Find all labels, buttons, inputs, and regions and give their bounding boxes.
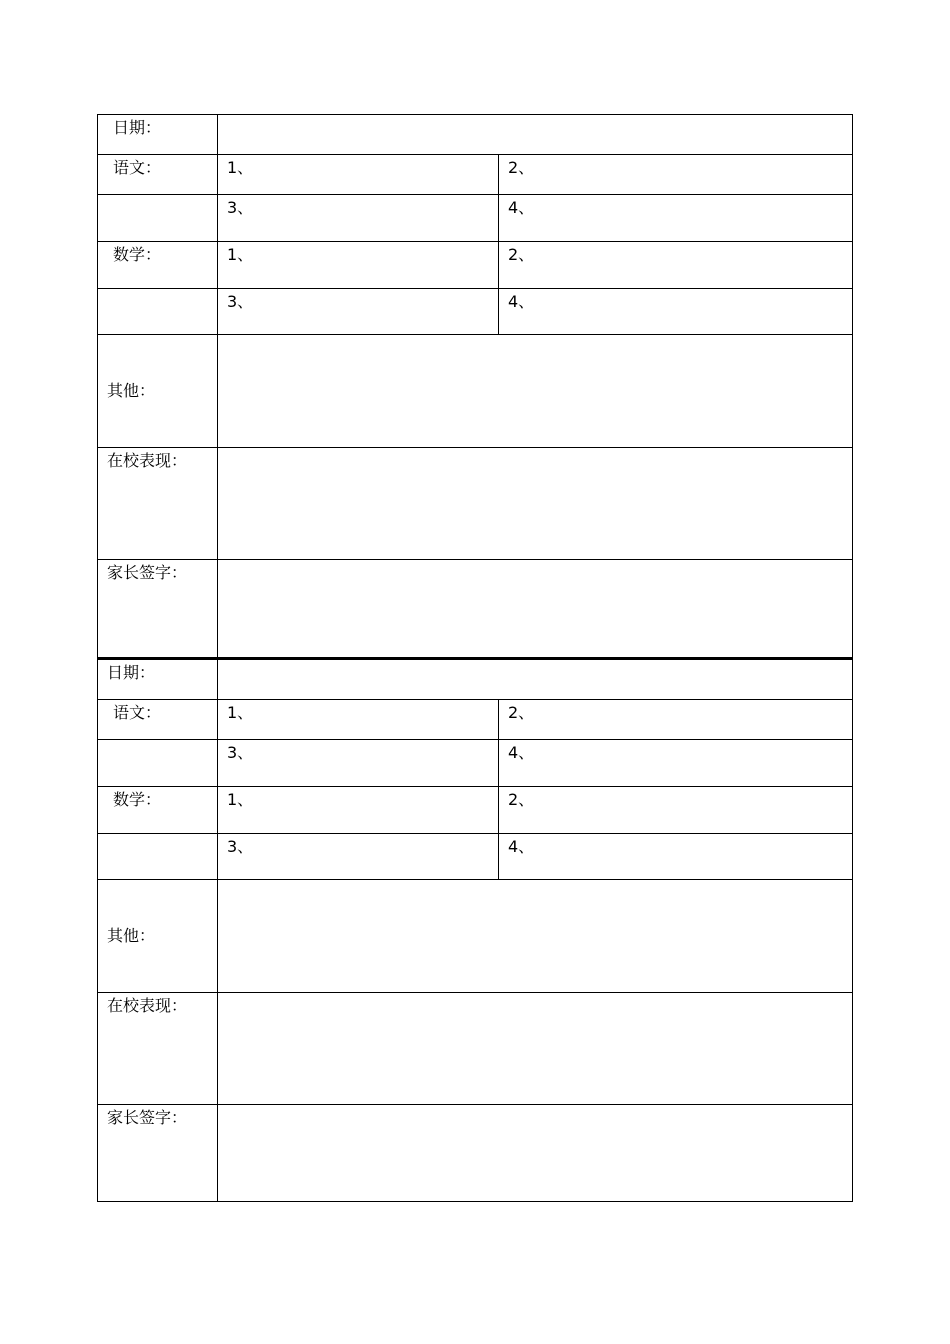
chinese-item-2[interactable]: 2、 <box>499 699 853 739</box>
school-performance-field[interactable] <box>218 448 853 560</box>
math-item-2[interactable]: 2、 <box>499 242 853 289</box>
chinese-item-1[interactable]: 1、 <box>218 699 499 739</box>
math-row-2 <box>98 833 853 879</box>
other-field[interactable] <box>218 879 853 992</box>
date-row <box>98 115 853 155</box>
school-performance-row <box>98 992 853 1104</box>
homework-record-table-1 <box>97 114 853 658</box>
math-item-2[interactable]: 2、 <box>499 786 853 833</box>
chinese-item-3[interactable]: 3、 <box>218 195 499 242</box>
math-item-1[interactable]: 1、 <box>218 786 499 833</box>
homework-record-table-2 <box>97 658 853 1202</box>
math-label: 数学： <box>98 786 218 833</box>
math-item-1[interactable]: 1、 <box>218 242 499 289</box>
school-performance-field[interactable] <box>218 992 853 1104</box>
math-row-2 <box>98 289 853 335</box>
other-row <box>98 879 853 992</box>
parent-signature-field[interactable] <box>218 1104 853 1201</box>
school-performance-label: 在校表现： <box>98 992 218 1104</box>
school-performance-row <box>98 448 853 560</box>
chinese-item-1[interactable]: 1、 <box>218 155 499 195</box>
parent-signature-field[interactable] <box>218 560 853 658</box>
chinese-item-2[interactable]: 2、 <box>499 155 853 195</box>
other-row <box>98 335 853 448</box>
math-item-3[interactable]: 3、 <box>218 289 499 335</box>
chinese-row-2 <box>98 195 853 242</box>
chinese-label: 语文： <box>98 155 218 195</box>
date-field[interactable] <box>218 115 853 155</box>
math-row-1 <box>98 786 853 833</box>
other-label: 其他： <box>98 335 218 448</box>
chinese-label-continuation <box>98 195 218 242</box>
chinese-label-continuation <box>98 739 218 786</box>
math-label-continuation <box>98 833 218 879</box>
chinese-item-4[interactable]: 4、 <box>499 739 853 786</box>
math-item-3[interactable]: 3、 <box>218 833 499 879</box>
math-row-1 <box>98 242 853 289</box>
other-label: 其他： <box>98 879 218 992</box>
math-item-4[interactable]: 4、 <box>499 833 853 879</box>
parent-signature-row <box>98 1104 853 1201</box>
other-field[interactable] <box>218 335 853 448</box>
chinese-row-2 <box>98 739 853 786</box>
parent-signature-label: 家长签字： <box>98 1104 218 1201</box>
date-label: 日期： <box>98 659 218 699</box>
date-field[interactable] <box>218 659 853 699</box>
math-label-continuation <box>98 289 218 335</box>
date-row <box>98 659 853 699</box>
chinese-item-4[interactable]: 4、 <box>499 195 853 242</box>
math-label: 数学： <box>98 242 218 289</box>
school-performance-label: 在校表现： <box>98 448 218 560</box>
chinese-label: 语文： <box>98 699 218 739</box>
date-label: 日期： <box>98 115 218 155</box>
parent-signature-row <box>98 560 853 658</box>
chinese-row-1 <box>98 699 853 739</box>
chinese-row-1 <box>98 155 853 195</box>
math-item-4[interactable]: 4、 <box>499 289 853 335</box>
chinese-item-3[interactable]: 3、 <box>218 739 499 786</box>
parent-signature-label: 家长签字： <box>98 560 218 658</box>
